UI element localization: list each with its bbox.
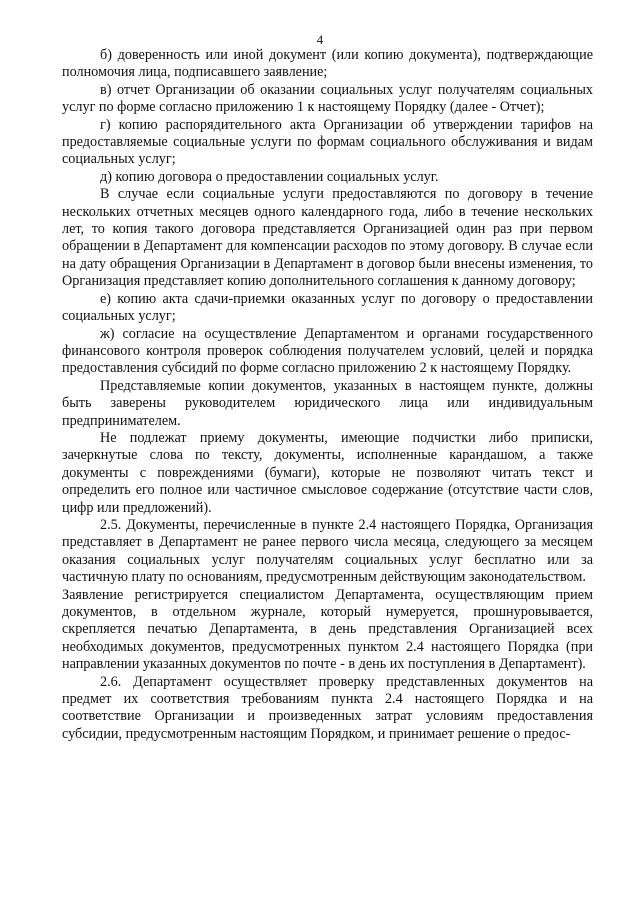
paragraph-registration: Заявление регистрируется специалистом Департамента, осуществляющим прием документов, в отдельном журнале, который нумеруется, прошнуровывается, скрепляется печатью Департамента, в день представления Организацией всех необходимых документов, предусмотренных пунктом 2.4 настоящего Порядка (при направлении указанных документов по почте - в день их поступления в Департамент). <box>62 586 593 673</box>
paragraph-d: д) копию договора о предоставлении социальных услуг. <box>100 168 439 185</box>
paragraph-not-accepted: Не подлежат приему документы, имеющие подчистки либо приписки, зачеркнутые слова по тексту, документы, исполненные карандашом, а также документы с повреждениями (бумаги), которые не позволяют читать текст и определить его полное или частичное смысловое содержание (отсутствие части слов, цифр или предложений). <box>62 429 593 516</box>
paragraph-e: е) копию акта сдачи-приемки оказанных услуг по договору о предоставлении социальных услуг; <box>62 290 593 325</box>
paragraph-b: б) доверенность или иной документ (или копию документа), подтверждающие полномочия лица, подписавшего заявление; <box>62 47 593 81</box>
paragraph-2-6: 2.6. Департамент осуществляет проверку представленных документов на предмет их соответствия требованиям пункта 2.4 настоящего Порядка и на соответствие Организации и произведенных затрат условиям предоставления субсидии, предусмотренным настоящим Порядком, и принимает решение о предос- <box>62 673 593 742</box>
document-body <box>62 47 593 743</box>
paragraph-v: в) отчет Организации об оказании социальных услуг получателям социальных услуг по форме согласно приложению 1 к настоящему Порядку (далее - Отчет); <box>62 81 593 116</box>
paragraph-contract-note: В случае если социальные услуги предоставляются по договору в течение нескольких отчетных месяцев одного календарного года, либо в течение нескольких лет, то копия такого договора представляется Организацией один раз при первом обращении в Департамент для компенсации расходов по этому договору. В случае если на дату обращения Организации в Департамент в договор были внесены изменения, то Организация представляет копию дополнительного соглашения к данному договору; <box>62 186 593 290</box>
paragraph-g: г) копию распорядительного акта Организации об утверждении тарифов на предоставляемые социальные услуги по формам социального обслуживания и видам социальных услуг; <box>62 116 593 168</box>
paragraph-copies-certified: Представляемые копии документов, указанных в настоящем пункте, должны быть заверены руководителем юридического лица или индивидуальным предпринимателем. <box>62 377 593 429</box>
paragraph-zh: ж) согласие на осуществление Департаментом и органами государственного финансового контроля проверок соблюдения получателем условий, целей и порядка предоставления субсидий по форме согласно приложению 2 к настоящему Порядку. <box>62 325 593 377</box>
paragraph-2-5: 2.5. Документы, перечисленные в пункте 2.4 настоящего Порядка, Организация представляет в Департамент не ранее первого числа месяца, следующего за месяцем оказания социальных услуг получателям социальных услуг бесплатно или за частичную плату по основаниям, предусмотренным действующим законодательством. <box>62 516 593 586</box>
page-number: 4 <box>316 32 324 47</box>
